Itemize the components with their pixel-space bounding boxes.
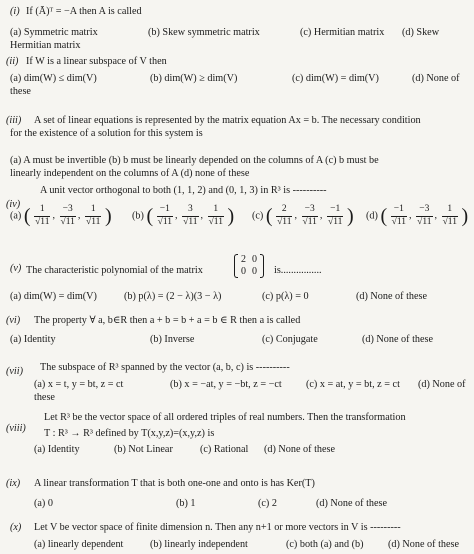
component-2: $\frac{-3}{√11}$ <box>417 204 432 227</box>
question-number: (viii) <box>6 423 26 434</box>
option-d: (d) None of these <box>356 291 428 302</box>
question-stem: If W is a linear subspace of V then <box>26 56 167 67</box>
options-line-1: (a) A must be invertible (b) b must be linearly depended on the columns of A (c) b must be <box>10 155 379 166</box>
question-number: (i) <box>10 6 20 17</box>
matrix <box>234 254 264 278</box>
matrix-cell: 0 <box>252 254 257 265</box>
component-1: $\frac{-1}{√11}$ <box>157 204 173 227</box>
option-b: (b) Inverse <box>150 334 195 345</box>
option-b: (b) 1 <box>176 498 196 509</box>
question-stem: A linear transformation T that is both one-one and onto is has Ker(T) <box>34 478 315 489</box>
matrix-cell: 0 <box>241 266 246 277</box>
option-label: (b) <box>132 210 144 222</box>
option-d-continued: Hermitian matrix <box>10 40 81 51</box>
option-d: (d) None of <box>412 73 460 84</box>
option-b: (b) x = −at, y = −bt, z = −ct <box>170 379 282 390</box>
option-a: (a) dim(W) = dim(V) <box>10 291 97 302</box>
question-number: (iii) <box>6 115 22 126</box>
question-number: (iv) <box>6 199 21 210</box>
option-a: (a) dim(W) ≤ dim(V) <box>10 73 97 84</box>
option-c: (c) dim(W) = dim(V) <box>292 73 379 84</box>
option-b: (b) dim(W) ≥ dim(V) <box>150 73 238 84</box>
option-d: (d) ( $\frac{-1}{√11}$ , $\frac{-3}{√11}$ , $\frac{1}{√11}$ ) <box>366 204 469 227</box>
component-1: $\frac{1}{√11}$ <box>35 204 50 227</box>
question-stem: The subspace of R³ spanned by the vector (a, b, c) is ---------- <box>40 362 290 373</box>
question-stem: A unit vector orthogonal to both (1, 1, 2) and (0, 1, 3) in R³ is ---------- <box>40 185 327 196</box>
option-c: (c) 2 <box>258 498 277 509</box>
option-d: (d) None of these <box>362 334 434 345</box>
component-2: $\frac{-3}{√11}$ <box>60 204 75 227</box>
question-tail: is................ <box>274 265 322 276</box>
question-number: (ix) <box>6 478 21 489</box>
option-label: (c) <box>252 210 264 222</box>
matrix-cell: 2 <box>241 254 246 265</box>
option-a: (a) Symmetric matrix <box>10 27 98 38</box>
matrix-cell: 0 <box>252 266 257 277</box>
question-stem: Let V be vector space of finite dimension n. Then any n+1 or more vectors in V is --------- <box>34 522 401 533</box>
option-c: (c) Conjugate <box>262 334 318 345</box>
option-a: (a) Identity <box>10 334 56 345</box>
option-b: (b) ( $\frac{-1}{√11}$ , $\frac{3}{√11}$ , $\frac{1}{√11}$ ) <box>132 204 235 227</box>
component-1: $\frac{-1}{√11}$ <box>391 204 407 227</box>
option-c: (c) ( $\frac{2}{√11}$ , $\frac{-3}{√11}$ , $\frac{-1}{√11}$ ) <box>252 204 354 227</box>
option-d: (d) None of <box>418 379 466 390</box>
option-label: (d) <box>366 210 378 222</box>
question-number: (x) <box>10 522 22 533</box>
question-number: (v) <box>10 263 22 274</box>
component-3: $\frac{1}{√11}$ <box>86 204 101 227</box>
question-stem-line-2: for the existence of a solution for this system is <box>10 128 203 139</box>
option-label: (a) <box>10 210 22 222</box>
question-number: (vi) <box>6 315 21 326</box>
option-a: (a) linearly dependent <box>34 539 124 550</box>
option-d: (d) Skew <box>402 27 440 38</box>
component-3: $\frac{1}{√11}$ <box>208 204 223 227</box>
option-a: (a) ( $\frac{1}{√11}$ , $\frac{-3}{√11}$ , $\frac{1}{√11}$ ) <box>10 204 112 227</box>
option-c: (c) Rational <box>200 444 249 455</box>
question-stem-line-1: Let R³ be the vector space of all ordered triples of real numbers. Then the transformation <box>44 412 406 423</box>
option-b: (b) Skew symmetric matrix <box>148 27 260 38</box>
component-3: $\frac{1}{√11}$ <box>442 204 457 227</box>
option-c: (c) p(λ) = 0 <box>262 291 309 302</box>
option-b: (b) linearly independent <box>150 539 248 550</box>
option-d: (d) None of these <box>388 539 460 550</box>
question-number: (ii) <box>6 56 19 67</box>
question-stem: The property ∀ a, b∈R then a + b = b + a = b ∈ R then a is called <box>34 315 301 326</box>
question-number: (vii) <box>6 366 23 377</box>
option-b: (b) Not Linear <box>114 444 173 455</box>
option-a: (a) x = t, y = bt, z = ct <box>34 379 124 390</box>
question-stem-line-1: A set of linear equations is represented by the matrix equation Ax = b. The necessary condition <box>34 115 421 126</box>
component-2: $\frac{3}{√11}$ <box>183 204 198 227</box>
option-d-continued: these <box>10 86 31 97</box>
option-d: (d) None of these <box>316 498 388 509</box>
option-d-continued: these <box>34 392 55 403</box>
options-line-2: linearly independent on the columns of A (d) none of these <box>10 168 250 179</box>
option-a: (a) Identity <box>34 444 80 455</box>
component-2: $\frac{-3}{√11}$ <box>302 204 317 227</box>
option-d: (d) None of these <box>264 444 336 455</box>
option-a: (a) 0 <box>34 498 53 509</box>
option-c: (c) Hermitian matrix <box>300 27 385 38</box>
component-1: $\frac{2}{√11}$ <box>277 204 292 227</box>
question-stem: The characteristic polynomial of the matrix <box>26 265 203 276</box>
option-c: (c) x = at, y = bt, z = ct <box>306 379 400 390</box>
option-b: (b) p(λ) = (2 − λ)(3 − λ) <box>124 291 222 302</box>
component-3: $\frac{-1}{√11}$ <box>328 204 343 227</box>
question-stem: If (Ā)ᵀ = −A then A is called <box>26 6 142 17</box>
option-c: (c) both (a) and (b) <box>286 539 364 550</box>
question-stem-line-2: T : R³ → R³ defined by T(x,y,z)=(x,y,z) is <box>44 428 215 439</box>
